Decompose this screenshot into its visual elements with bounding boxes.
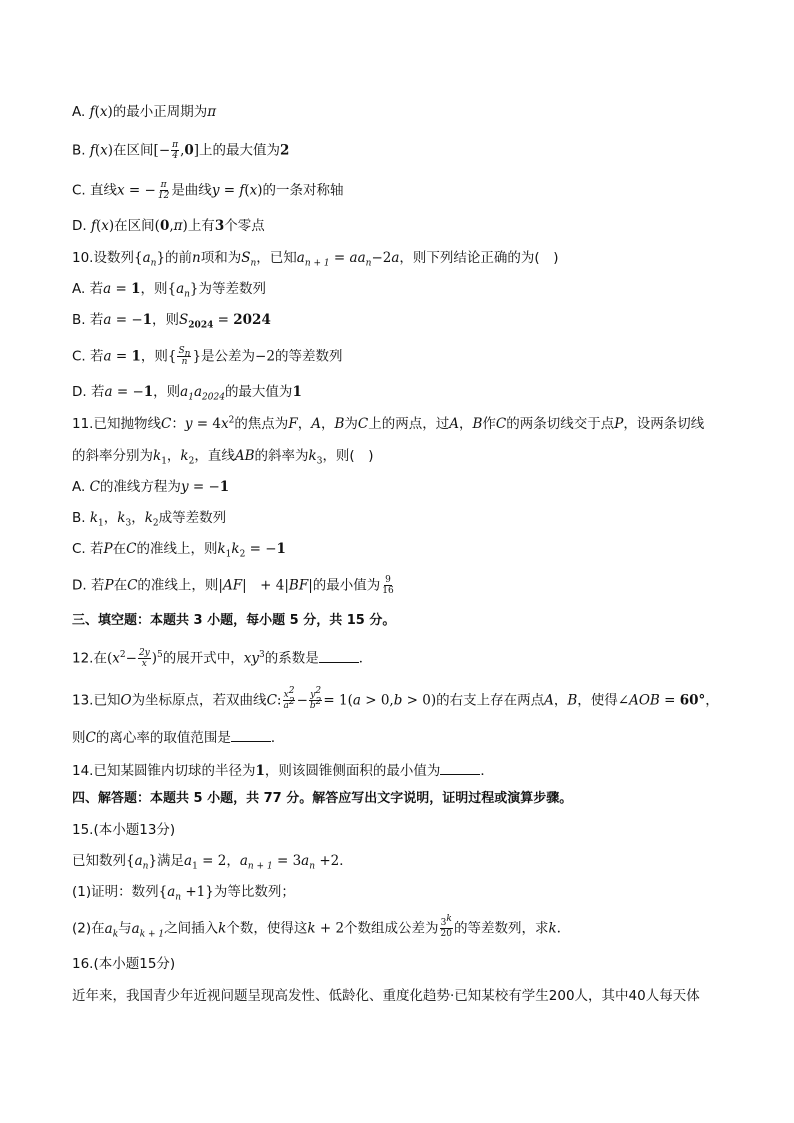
q10-option-d: D. 若a = −1，则$a_1a_{2024}$的最大值为1	[72, 384, 302, 403]
q11-option-d: D. 若P在C的准线上，则|AF| + 4|BF|的最小值为 $\frac{9}{16}$	[72, 575, 394, 596]
q16-text: 近年来，我国青少年近视问题呈现高发性、低龄化、重度化趋势·已知某校有学生200人，其中40人每天体	[72, 988, 700, 1004]
q11-option-c: C. 若P在C的准线上，则$k_1k_2 = -1$	[72, 541, 286, 560]
q11-option-a: A. C的准线方程为y = −1	[72, 479, 230, 495]
answer-blank[interactable]	[319, 650, 359, 663]
q10-option-b: B. 若a = −1，则$S_{2024} = 2024$	[72, 312, 271, 331]
q16-header: 16.(本小题15分)	[72, 956, 176, 972]
q15-part1: (1)证明：数列$\{a_n +1\}$为等比数列；	[72, 884, 295, 903]
q15-header: 15.(本小题13分)	[72, 822, 176, 838]
q15-stem: 已知数列$\{a_n\}$满足$a_1 = 2$，$a_{n + 1} = 3a_n +2$．	[72, 853, 353, 872]
q9-option-a: A. f(x)的最小正周期为π	[72, 104, 217, 120]
q15-part2: (2)在$a_k$与$a_{k + 1}$之间插入k个数，使得这k + 2个数组成公差为 $\frac{3^k}{20}$ 的等差数列，求k.	[72, 914, 561, 940]
section-4-heading: 四、解答题：本题共 5 小题，共 77 分。解答应写出文字说明，证明过程或演算步骤。	[72, 791, 573, 806]
q13-line2: 则C的离心率的取值范围是 ．	[72, 730, 285, 746]
q10-option-c: C. 若a = 1，则{ $\frac{S_n}{n}$ }是公差为−2的等差数列	[72, 346, 343, 367]
answer-blank[interactable]	[231, 729, 271, 742]
q11-stem-line1: 11.已知抛物线C：$y = 4x^2$的焦点为F，A，B为C上的两点，过A，B作C的两条切线交于点P，设两条切线	[72, 415, 705, 432]
q11-option-b: B. $k_1$，$k_3$，$k_2$成等差数列	[72, 510, 227, 529]
q9-option-b: B. f(x)在区间[− $\frac{\pi}{4}$ ,0]上的最大值为2	[72, 140, 290, 161]
q10-stem: 10.设数列$\{a_n\}$的前n项和为$S_n$，已知$a_{n + 1} = aa_n-2a$，则下列结论正确的为( )	[72, 250, 559, 269]
q12: 12.在($x^2-$ $\frac{2y}{x}$ )$^5$的展开式中，$xy^3$的系数是 ．	[72, 648, 373, 669]
q13-line1: 13.已知O为坐标原点，若双曲线C: $\frac{x^2}{a^2}$ − $\frac{y^2}{b^2}$ = 1(a > 0,b > 0)的右支上存在两点A，B，使得∠AOB = 60°，	[72, 686, 719, 711]
q11-stem-line2: 的斜率分别为$k_1$，$k_2$，直线AB的斜率为$k_3$，则( )	[72, 448, 374, 467]
q14: 14.已知某圆锥内切球的半径为1，则该圆锥侧面积的最小值为 ．	[72, 763, 494, 779]
q9-option-c: C. 直线x = − $\frac{\pi}{12}$ 是曲线y = f(x)的一条对称轴	[72, 180, 344, 201]
section-3-heading: 三、填空题：本题共 3 小题，每小题 5 分，共 15 分。	[72, 613, 396, 628]
q9-option-d: D. f(x)在区间(0,π)上有3个零点	[72, 218, 265, 234]
q10-option-a: A. 若a = 1，则$\{a_n\}$为等差数列	[72, 281, 267, 300]
answer-blank[interactable]	[440, 762, 480, 775]
